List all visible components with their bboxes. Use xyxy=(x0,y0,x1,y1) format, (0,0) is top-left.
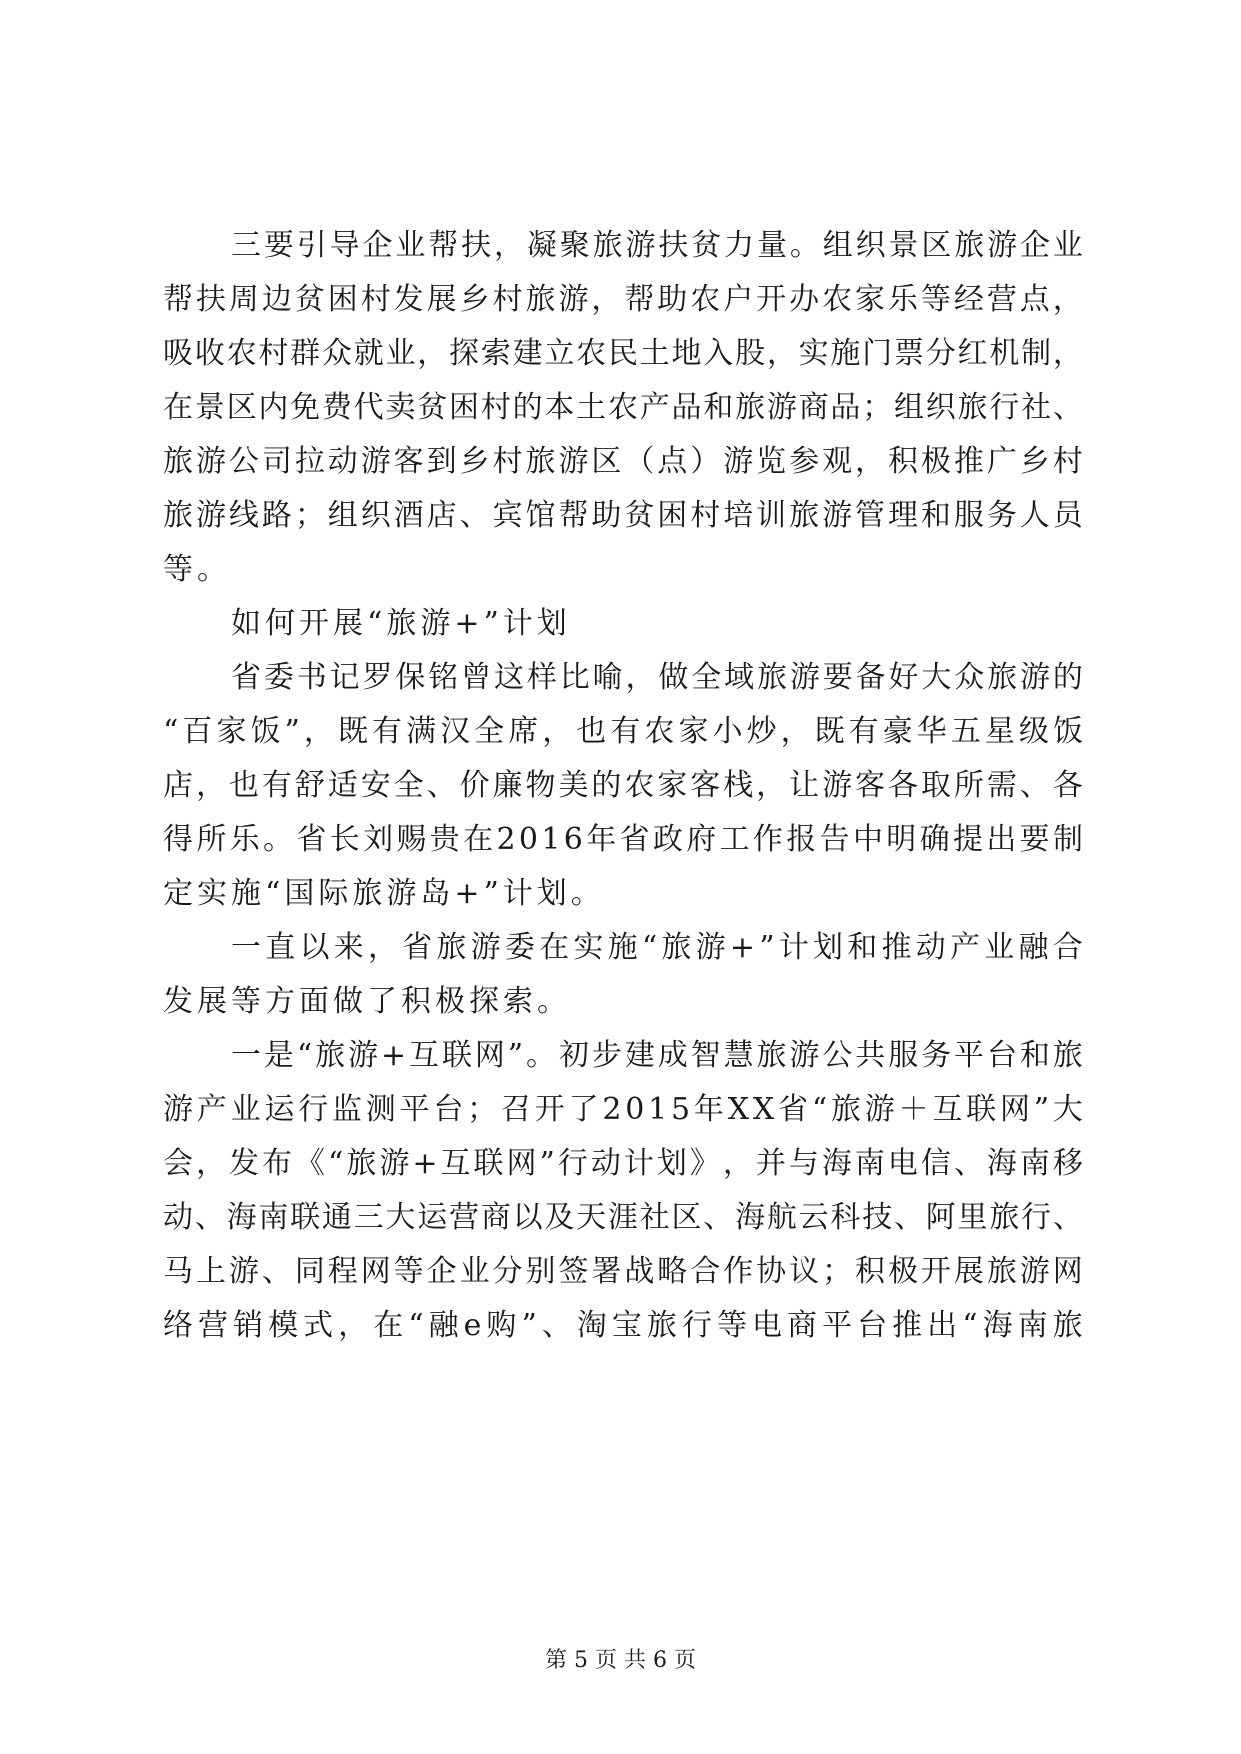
paragraph-line: 一 是 “ 旅 游 + 互 联 网 ” 。 初 步 建 成 智 慧 旅 游 公 共 服 务 平 台 和 旅 xyxy=(231,1038,1083,1073)
paragraph-line: 定实施“国际旅游岛+”计划。 xyxy=(163,876,605,911)
section-heading: 如何开展“旅游+”计划 xyxy=(231,606,571,641)
paragraph-line: 店 ， 也 有 舒 适 安 全 、 价 廉 物 美 的 农 家 客 栈 ， 让 游 客 各 取 所 需 、 各 xyxy=(163,768,1083,803)
paragraph-line: 会 ， 发 布 《 “ 旅 游 + 互 联 网 ” 行 动 计 划 》 ， 并 与 海 南 电 信 、 海 南 移 xyxy=(163,1146,1083,1181)
paragraph-line: 马 上 游 、 同 程 网 等 企 业 分 别 签 署 战 略 合 作 协 议 ； 积 极 开 展 旅 游 网 xyxy=(163,1254,1083,1289)
paragraph-line: 动 、 海 南 联 通 三 大 运 营 商 以 及 天 涯 社 区 、 海 航 云 科 技 、 阿 里 旅 行 、 xyxy=(163,1200,1083,1235)
paragraph-line: 旅 游 公 司 拉 动 游 客 到 乡 村 旅 游 区 （ 点 ） 游 览 参 观 ， 积 极 推 广 乡 村 xyxy=(163,444,1083,479)
paragraph-line: 旅 游 线 路 ； 组 织 酒 店 、 宾 馆 帮 助 贫 困 村 培 训 旅 游 管 理 和 服 务 人 员 xyxy=(163,498,1083,533)
paragraph-line: 吸 收 农 村 群 众 就 业 ， 探 索 建 立 农 民 土 地 入 股 ， 实 施 门 票 分 红 机 制 ， xyxy=(163,336,1083,371)
paragraph-line: 在 景 区 内 免 费 代 卖 贫 困 村 的 本 土 农 产 品 和 旅 游 商 品 ； 组 织 旅 行 社 、 xyxy=(163,390,1083,425)
page-number-footer: 第 5 页 共 6 页 xyxy=(545,1648,696,1673)
paragraph-line: 络 营 销 模 式 ， 在 “ 融 e 购 ” 、 淘 宝 旅 行 等 电 商 平 台 推 出 “ 海 南 旅 xyxy=(163,1308,1083,1343)
paragraph-line: 三 要 引 导 企 业 帮 扶 ， 凝 聚 旅 游 扶 贫 力 量 。 组 织 景 区 旅 游 企 业 xyxy=(231,228,1083,263)
paragraph-line: 等。 xyxy=(163,552,231,587)
paragraph-line: 一 直 以 来 ， 省 旅 游 委 在 实 施 “ 旅 游 + ” 计 划 和 推 动 产 业 融 合 xyxy=(231,930,1083,965)
paragraph-line: 省 委 书 记 罗 保 铭 曾 这 样 比 喻 ， 做 全 域 旅 游 要 备 好 大 众 旅 游 的 xyxy=(231,660,1083,695)
paragraph-line: “ 百 家 饭 ” ， 既 有 满 汉 全 席 ， 也 有 农 家 小 炒 ， 既 有 豪 华 五 星 级 饭 xyxy=(163,714,1083,749)
paragraph-line: 得 所 乐 。 省 长 刘 赐 贵 在 2 0 1 6 年 省 政 府 工 作 报 告 中 明 确 提 出 要 制 xyxy=(163,822,1083,857)
paragraph-line: 发展等方面做了积极探索。 xyxy=(163,984,571,1019)
paragraph-line: 游 产 业 运 行 监 测 平 台 ； 召 开 了 2 0 1 5 年 X X 省 “ 旅 游 ＋ 互 联 网 ” 大 xyxy=(163,1092,1083,1127)
paragraph-line: 帮 扶 周 边 贫 困 村 发 展 乡 村 旅 游 ， 帮 助 农 户 开 办 农 家 乐 等 经 营 点 ， xyxy=(163,282,1083,317)
